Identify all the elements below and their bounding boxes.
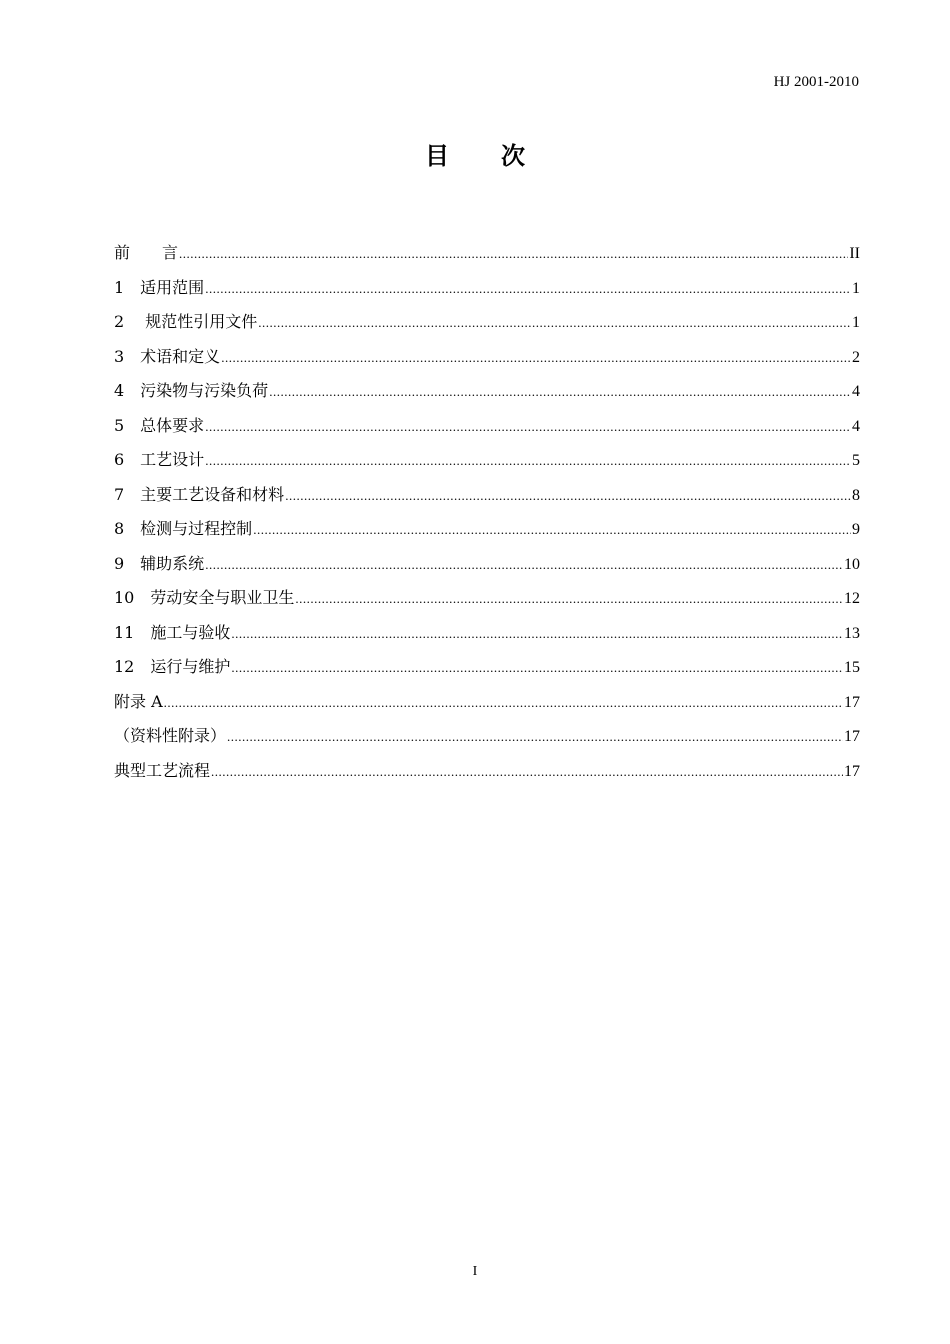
toc-entry-7[interactable] (114, 482, 860, 517)
page-number: I (472, 1264, 478, 1279)
toc-entry-4[interactable] (114, 378, 860, 413)
toc-entry-8[interactable] (114, 516, 860, 551)
toc-entry-preface[interactable] (114, 240, 860, 275)
toc-entry-2[interactable] (114, 309, 860, 344)
toc-leader-dots (205, 419, 851, 435)
toc-entry-5[interactable] (114, 413, 860, 448)
toc-entry-label: 前 言 (114, 243, 179, 262)
toc-entry-label: 5 总体要求 (114, 415, 205, 435)
toc-entry-page: 1 (852, 314, 860, 331)
toc-entry-label: 10 劳动安全与职业卫生 (114, 588, 295, 607)
toc-entry-label: 12 运行与维护 (114, 657, 231, 676)
toc-entry-label: 1 适用范围 (114, 277, 205, 297)
toc-entry-page: 5 (852, 452, 860, 469)
toc-entry-appendix-type[interactable] (114, 723, 860, 758)
toc-title-part1: 目 (425, 141, 449, 170)
toc-entry-page: 17 (844, 762, 860, 780)
toc-entry-label: 7 主要工艺设备和材料 (114, 484, 285, 504)
toc-entry-page: 4 (852, 417, 860, 435)
toc-entry-appendix-a[interactable] (114, 689, 860, 724)
toc-entry-12[interactable] (114, 654, 860, 689)
toc-entry-label: 11 施工与验收 (114, 622, 231, 642)
toc-leader-dots (164, 695, 843, 711)
toc-entry-11[interactable] (114, 620, 860, 655)
toc-entry-page: 2 (852, 348, 860, 366)
toc-leader-dots (253, 522, 851, 538)
toc-entry-1[interactable] (114, 275, 860, 310)
toc-entry-page: 12 (844, 590, 860, 607)
toc-entry-3[interactable] (114, 344, 860, 379)
toc-entry-label: 6 工艺设计 (114, 450, 205, 469)
document-code: HJ 2001-2010 (773, 74, 859, 90)
toc-entry-10[interactable] (114, 585, 860, 620)
toc-leader-dots (221, 350, 851, 366)
toc-entry-page: 1 (852, 279, 860, 297)
toc-entry-label: 8 检测与过程控制 (114, 519, 253, 538)
toc-leader-dots (231, 626, 843, 642)
toc-entry-page: 17 (844, 728, 860, 745)
toc-entry-label: （资料性附录） (114, 726, 227, 745)
toc-entry-9[interactable] (114, 551, 860, 586)
toc-entry-page: 17 (844, 693, 860, 711)
toc-entry-label: 3 术语和定义 (114, 346, 221, 366)
toc-entry-label: 典型工艺流程 (114, 760, 211, 780)
toc-leader-dots (227, 729, 843, 745)
toc-leader-dots (258, 315, 851, 331)
toc-title (0, 136, 950, 171)
toc-entry-page: 13 (844, 624, 860, 642)
toc-entry-page: 9 (852, 521, 860, 538)
toc-leader-dots (295, 591, 843, 607)
toc-leader-dots (211, 764, 843, 780)
toc-leader-dots (205, 557, 843, 573)
toc-entry-label: 4 污染物与污染负荷 (114, 381, 269, 400)
toc-entry-6[interactable] (114, 447, 860, 482)
toc-leader-dots (231, 660, 843, 676)
toc-entry-appendix-title[interactable] (114, 758, 860, 793)
toc-title-part2: 次 (501, 141, 525, 170)
toc-entry-page: II (849, 245, 860, 262)
toc-leader-dots (205, 281, 851, 297)
toc-entry-page: 8 (852, 486, 860, 504)
toc-leader-dots (285, 488, 851, 504)
toc-entry-page: 4 (852, 383, 860, 400)
toc-leader-dots (205, 453, 851, 469)
toc-entry-page: 10 (844, 555, 860, 573)
toc-entry-label: 附录 A (114, 691, 163, 711)
toc-entry-label: 2 规范性引用文件 (114, 312, 258, 331)
table-of-contents (114, 240, 860, 792)
toc-entry-page: 15 (844, 659, 860, 676)
toc-entry-label: 9 辅助系统 (114, 553, 205, 573)
toc-leader-dots (179, 246, 848, 262)
toc-leader-dots (269, 384, 851, 400)
